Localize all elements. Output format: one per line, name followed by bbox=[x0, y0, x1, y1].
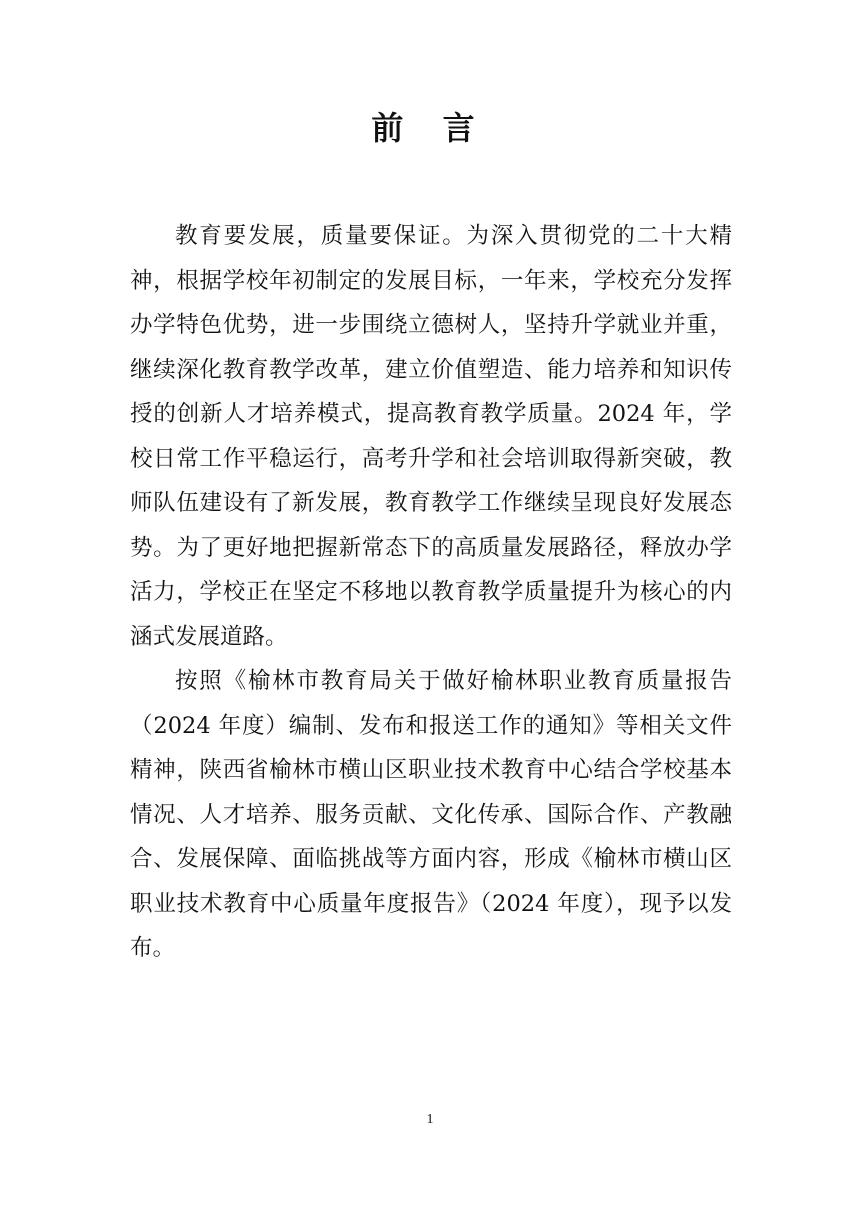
document-body bbox=[130, 214, 732, 971]
paragraph-report-notice: 按照《榆林市教育局关于做好榆林职业教育质量报告（2024 年度）编制、发布和报送工作的通知》等相关文件精神，陕西省榆林市横山区职业技术教育中心结合学校基本情况、人才培养、服务贡献、文化传承、国际合作、产教融合、发展保障、面临挑战等方面内容，形成《榆林市横山区职业技术教育中心质量年度报告》（2024 年度），现予以发布。 bbox=[130, 668, 732, 961]
page-number: 1 bbox=[426, 1112, 434, 1127]
paragraph-intro: 教育要发展，质量要保证。为深入贯彻党的二十大精神，根据学校年初制定的发展目标，一年来，学校充分发挥办学特色优势，进一步围绕立德树人，坚持升学就业并重，继续深化教育教学改革，建立价值塑造、能力培养和知识传授的创新人才培养模式，提高教育教学质量。2024 年，学校日常工作平稳运行，高考升学和社会培训取得新突破，教师队伍建设有了新发展，教育教学工作继续呈现良好发展态势。为了更好地把握新常态下的高质量发展路径，释放办学活力，学校正在坚定不移地以教育教学质量提升为核心的内涵式发展道路。 bbox=[130, 223, 732, 650]
page-title: 前 言 bbox=[371, 109, 489, 147]
